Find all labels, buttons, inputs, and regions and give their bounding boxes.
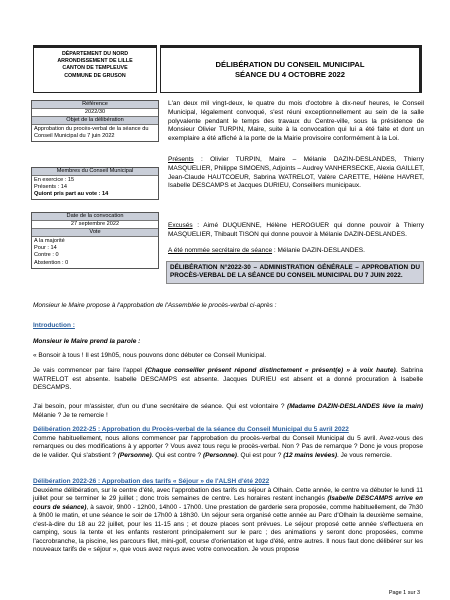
excuses-label: Excusés xyxy=(168,222,193,229)
secretary-label: A été nommée secrétaire de séance xyxy=(168,247,273,254)
header-line: CANTON DE TEMPLEUVE xyxy=(62,65,128,72)
reference-box xyxy=(31,100,159,142)
convocation-label: Date de la convocation xyxy=(32,213,158,221)
header-line: COMMUNE DE GRUSON xyxy=(64,72,126,79)
bonsoir-text: « Bonsoir à tous ! Il est 19h05, nous pouvons donc débuter ce Conseil Municipal. xyxy=(33,352,267,359)
delib-25-italic: (Personne) xyxy=(202,451,237,459)
members-line: Quiont pris part au vote : 14 xyxy=(34,191,109,198)
members-box xyxy=(31,167,159,200)
delib-25-title: Délibération 2022-25 : Approbation du Procès-verbal de la séance du Conseil Municipal du 5 avril 2022 xyxy=(33,426,349,433)
objet-value: Approbation du procès-verbal de la séance du Conseil Municipal du 7 juin 2022 xyxy=(34,126,149,140)
convocation-box xyxy=(31,212,159,269)
page-number: Page 1 sur 3 xyxy=(388,590,420,596)
delib-25-text: . Qui est contre ? xyxy=(151,451,203,459)
maire-prend-paragraph xyxy=(33,338,423,347)
delib-25-section xyxy=(33,426,423,460)
delib-26-title: Délibération 2022-26 : Approbation des tarifs « Séjour » de l'ALSH d'été 2022 xyxy=(33,478,270,485)
delib-25-text: Comme habituellement, nous allons commencer par l'approbation du procès-verbal du Conseil Municipal du 5 avril. Avez-vous des remarques ou des modifications à y apporter ? Vous avez tous reçu le procès-verbal. Non ? Pas de remarque ? Donc je vous propose de le valider. Qui s'abstient ? xyxy=(33,434,423,459)
convocation-value: 27 septembre 2022 xyxy=(32,221,158,229)
header-department-box xyxy=(33,45,157,93)
appel-italic: (Chaque conseiller présent répond distinctement « présent(e) » à voix haute) xyxy=(145,367,396,374)
deliberation-title: DÉLIBÉRATION N°2022-30 – ADMINISTRATION GÉNÉRALE – APPROBATION DU PROCÈS-VERBAL DE LA SÉANCE DU CONSEIL MUNICIPAL DU 7 JUIN 2022. xyxy=(170,264,420,280)
presents-text: : Olivier TURPIN, Maire – Mélanie DAZIN-DESLANDES, Thierry MASQUELIER, Philippe SIMOENS, Adjoints – Audrey VANHERSECKE, Alexia GAILLET, Jean-Claude HAUTCOEUR, Sabrina WATRELOT, Valère CARETTE, Hélène HAVRET, Isabelle DESCAMPS et Jacques DURIEU, Conseillers municipaux. xyxy=(168,156,425,190)
delib-25-text: . Je vous remercie. xyxy=(337,451,392,459)
vote-content xyxy=(32,237,158,267)
secretary-paragraph xyxy=(168,247,424,256)
delib-26-section xyxy=(33,478,423,555)
secretaire-paragraph xyxy=(33,403,423,420)
delib-26-text-cont: , à savoir, 9h00 - 12h00, 14h00 - 17h00. Une prestation de garderie sera proposée, comme habituellement, de 7h30 à 9h00 le matin, et une séance le soir de 17h00 à 18h30. Un séjour sera organisé cette année au Parc d'Olhain la deuxième semaine, c'est-à-dire du 18 au 22 juillet, pour les 11-15 ans ; et douze places sont prévues. Le séjour proposé cette année s'effectuera en camping, sous la tente et les enfants resteront principalement sur le parc ; des animations y seront donc proposées, comme l'accrobranche, la piscine, les parcours filet, mini-golf, course d'orientation et luge d'été, entre autres. Il nous faut donc délibérer sur les nouveaux tarifs de « séjour », que vous avez reçus avec votre convocation. Je vous propose xyxy=(33,503,424,553)
delib-25-text: . Qui est pour ? xyxy=(236,451,284,459)
maire-prend-text: Monsieur le Maire prend la parole : xyxy=(33,338,141,345)
secretaire-italic: (Madame DAZIN-DESLANDES lève la main) xyxy=(287,403,423,410)
reference-label: Référence xyxy=(32,101,158,109)
appel-paragraph xyxy=(33,367,423,393)
delib-25-italic: (12 mains levées) xyxy=(283,451,338,459)
members-label: Membres du Conseil Municipal xyxy=(32,168,158,176)
reference-value: 2022/30 xyxy=(32,109,158,117)
members-line: Présents : 14 xyxy=(34,184,67,191)
members-content xyxy=(32,176,158,199)
vote-line: Abstention : 0 xyxy=(34,259,69,266)
delib-25-italic: (Personne) xyxy=(117,451,152,459)
excuses-paragraph xyxy=(168,222,424,240)
header-line: DÉPARTEMENT DU NORD xyxy=(61,51,129,57)
proposal-paragraph xyxy=(33,302,423,311)
delib-26-italic: (Isabelle DESCAMPS arrive en cours de séance) xyxy=(33,495,423,511)
vote-line: Pour : 14 xyxy=(34,245,57,252)
members-line: En exercice : 15 xyxy=(34,177,75,184)
intro-paragraph xyxy=(168,100,424,144)
delib-26-text: Deuxième délibération, sur le centre d'été, avec l'approbation des tarifs du séjour à Olhain. Cette année, le centre va débuter le lundi 11 juillet pour se terminer le 29 juillet ; donc trois semaines de centre. Les horaires restent inchangés xyxy=(33,486,423,502)
vote-line: Contre : 0 xyxy=(34,252,59,259)
objet-label: Objet de la délibération xyxy=(32,117,158,125)
introduction-title: Introduction : xyxy=(33,322,75,329)
appel-text-cont: . Sabrina WATRELOT est absente. Isabelle DESCAMPS est absente. Jacques DURIEU est absent et a donné procuration à Isabelle DESCAMPS. xyxy=(33,367,423,391)
session-date-title: SÉANCE DU 4 OCTOBRE 2022 xyxy=(234,70,345,79)
appel-text: Je vais commencer par faire l'appel xyxy=(33,367,146,374)
secretaire-text: J'ai besoin, pour m'assister, d'un ou d'une secrétaire de séance. Qui est volontaire ? xyxy=(33,403,288,410)
document-title: DÉLIBÉRATION DU CONSEIL MUNICIPAL xyxy=(215,60,365,69)
presents-paragraph xyxy=(168,156,424,191)
vote-label: Vote xyxy=(32,229,158,237)
secretary-text: : Mélanie DAZIN-DESLANDES. xyxy=(272,247,365,254)
intro-text: L'an deux mil vingt-deux, le quatre du mois d'octobre à dix-neuf heures, le Conseil Municipal, légalement convoqué, s'est réuni exceptionnellement au sein de la salle polyvalente pendant le temps des travaux du Centre-ville, sous la présidence de Monsieur Olivier TURPIN, Maire, suite à la convocation qui lui a été faite et dont un exemplaire a été affiché à la porte de la Mairie provisoire conformément à la Loi. xyxy=(168,100,424,143)
deliberation-title-box xyxy=(166,261,424,284)
vote-line: A la majorité xyxy=(34,238,65,245)
excuses-text: : Aimé DUQUENNE, Hélène HEROGUER qui donne pouvoir à Thierry MASQUELIER, Thibault TISON qui donne pouvoir à Mélanie DAZIN-DESLANDES. xyxy=(168,222,424,238)
proposal-text: Monsieur le Maire propose à l'approbation de l'Assemblée le procès-verbal ci-après : xyxy=(33,302,277,309)
presents-label: Présents xyxy=(168,156,194,163)
header-title-box xyxy=(160,45,422,93)
introduction-section xyxy=(33,322,423,331)
secretaire-text-cont: Mélanie ? Je te remercie ! xyxy=(33,411,108,419)
bonsoir-paragraph xyxy=(33,352,423,361)
header-line: ARRONDISSEMENT DE LILLE xyxy=(57,58,133,65)
